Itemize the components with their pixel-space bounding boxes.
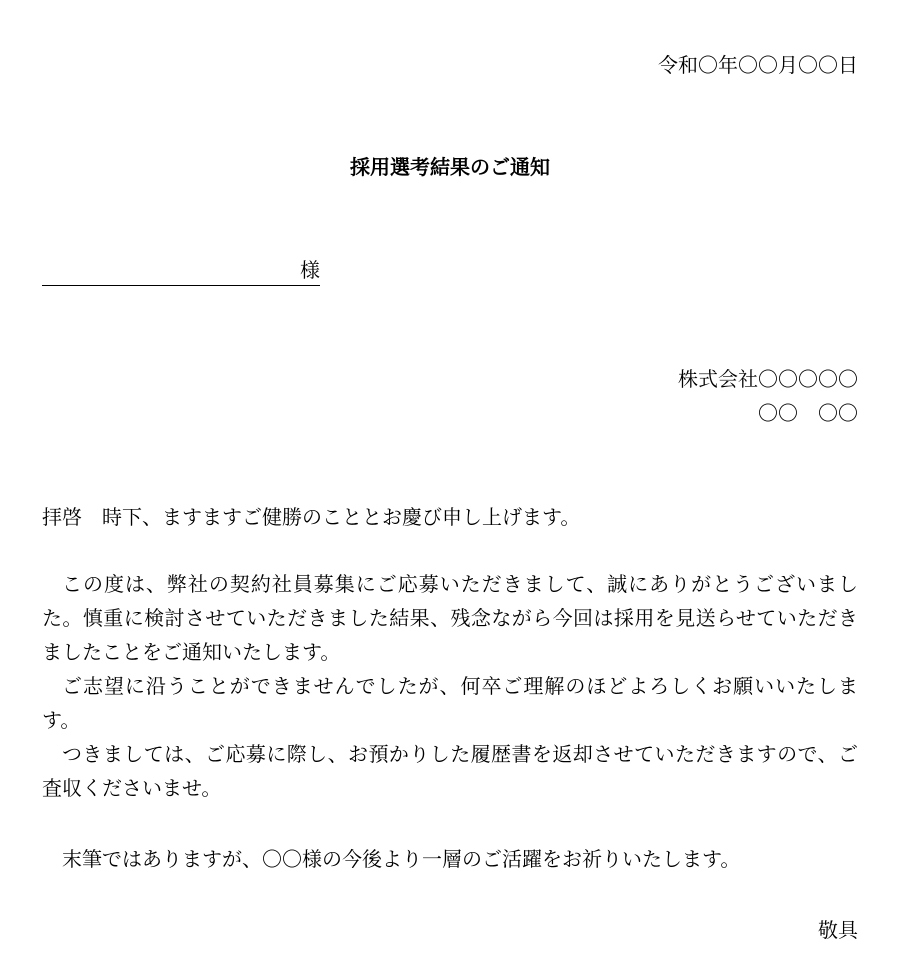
closing-block [42, 842, 858, 876]
body-paragraphs [42, 567, 858, 805]
recipient-suffix: 様 [300, 258, 320, 282]
body-paragraph: つきましては、ご応募に際し、お預かりした履歴書を返却させていただきますので、ご査収くださいませ。 [42, 742, 858, 800]
letter-date: 令和〇年〇〇月〇〇日 [658, 53, 858, 77]
letter-title: 採用選考結果のご通知 [350, 155, 550, 179]
greeting-line: 拝啓 時下、ますますご健勝のこととお慶び申し上げます。 [42, 505, 581, 529]
body-paragraph: ご志望に沿うことができませんでしたが、何卒ご理解のほどよろしくお願いいたします。 [42, 674, 858, 732]
sender-company: 株式会社〇〇〇〇〇 [678, 367, 858, 391]
sender-name: 〇〇 〇〇 [758, 401, 858, 425]
sign-off: 敬具 [818, 918, 858, 942]
closing-paragraph: 末筆ではありますが、〇〇様の今後より一層のご活躍をお祈りいたします。 [62, 847, 741, 871]
sender-block [678, 362, 858, 430]
body-paragraph: この度は、弊社の契約社員募集にご応募いただきまして、誠にありがとうございました。慎重に検討させていただきました結果、残念ながら今回は採用を見送らせていただきましたことをご通知いたします。 [42, 572, 858, 664]
recipient-line [42, 257, 320, 286]
